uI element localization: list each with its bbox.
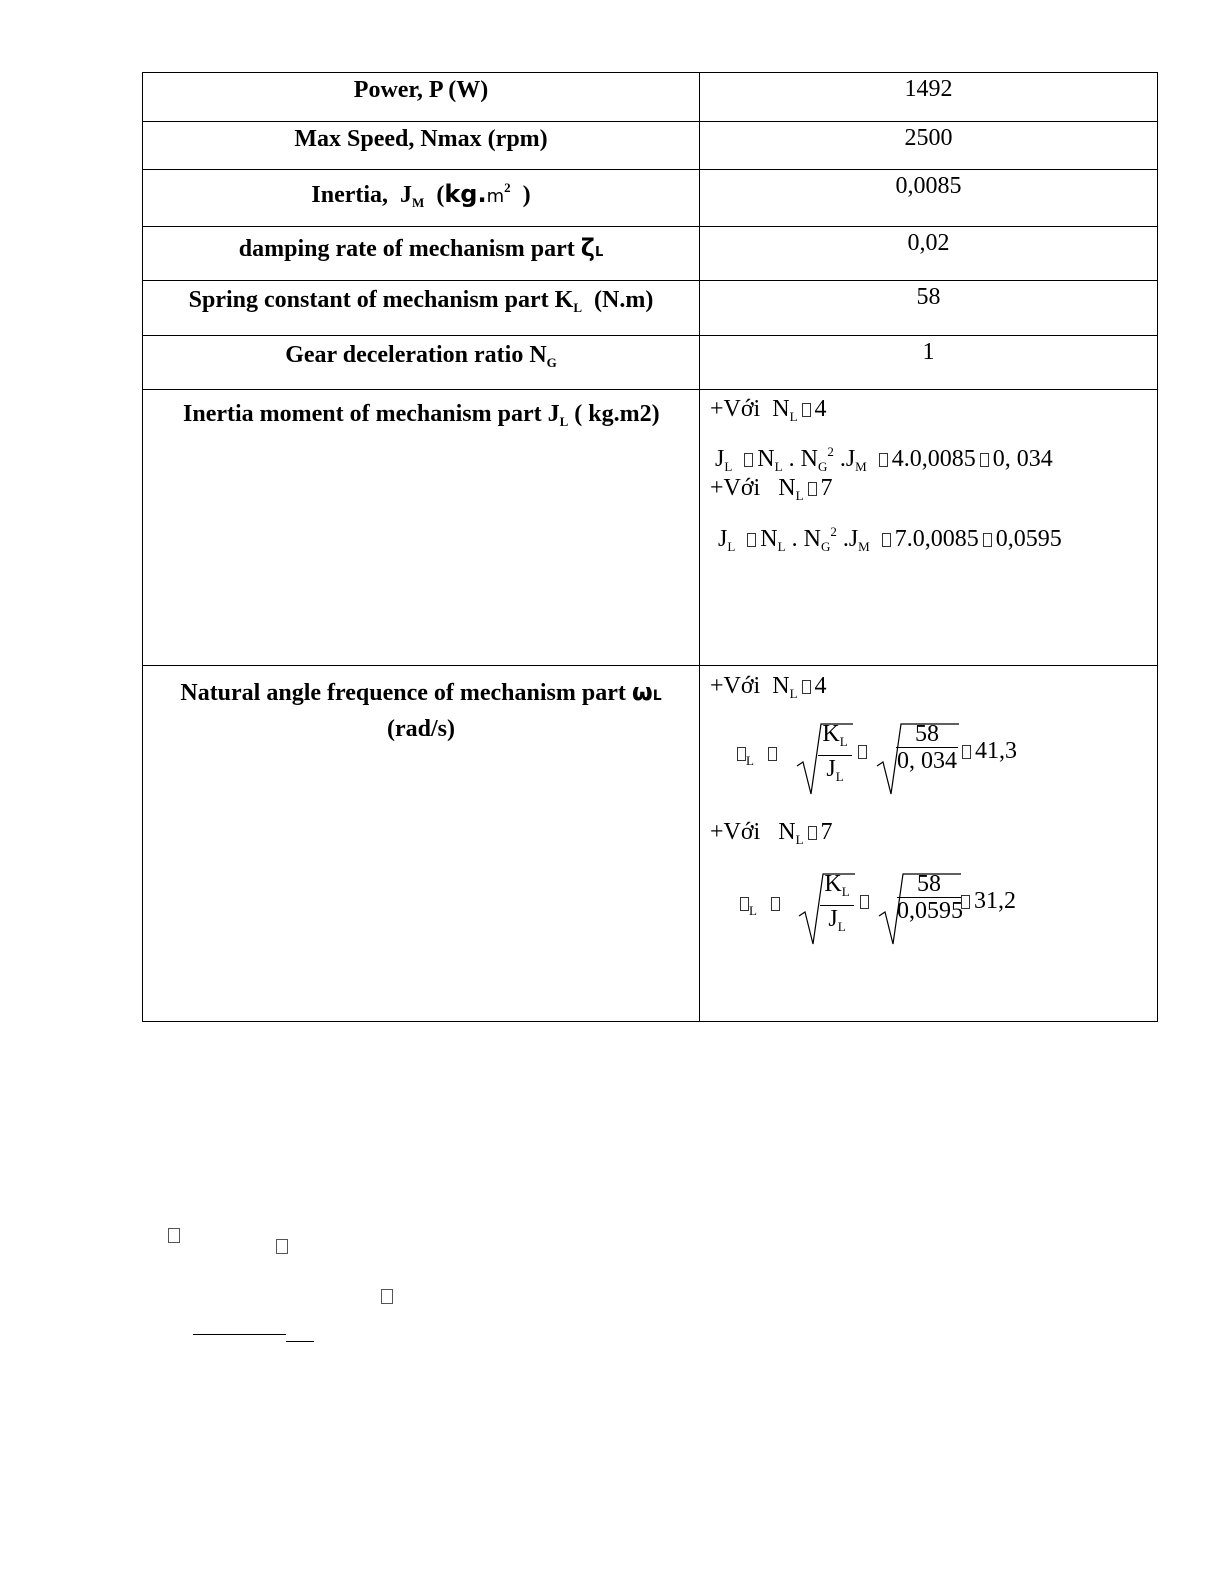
value-text: 1492 [904,76,953,102]
value-cell [700,170,1158,227]
zeta-symbol: ζ [580,234,595,262]
missing-glyph-icon [808,482,817,496]
unit-kg: kg. [444,180,487,208]
label-cell [143,227,700,281]
label-unit: (rad/s) [387,716,455,742]
missing-glyph-icon [860,895,869,909]
condition-symbol: N [778,475,796,501]
missing-glyph-icon [381,1289,393,1304]
label-text [143,170,699,211]
formula-jm: .J [839,446,856,472]
j-symbol: J [826,756,836,782]
missing-glyph-icon [858,745,867,759]
formula-line [718,524,1062,555]
unit-sup: 2 [504,180,511,195]
value-text: 58 [916,284,941,310]
value-cell [700,73,1158,122]
table-row [143,170,1158,227]
formula-mid: 4.0,0085 [891,446,976,472]
omega-sub: L [746,753,754,768]
label-cell [143,336,700,390]
formula-ng-sup: 2 [827,444,834,459]
value-cell [700,227,1158,281]
condition-symbol: N [772,396,790,422]
formula-jm-sub: M [855,459,867,474]
j-sub: L [837,919,846,934]
underline-rule [286,1341,314,1342]
formula-ng-sub: G [817,459,828,474]
condition-line [710,673,827,702]
label-subscript: L [559,414,569,429]
label-cell [143,666,700,1022]
inertia-formulas [700,390,1157,665]
table-row [143,390,1158,666]
missing-glyph-icon [983,533,992,547]
missing-glyph-icon [808,826,817,840]
omega-glyph-icon [740,897,749,911]
formula-nl-sub: L [777,539,786,554]
omega-glyph-icon [737,747,746,761]
missing-glyph-icon [802,680,811,694]
omega-label [737,740,781,769]
fraction-values [896,721,958,774]
condition-line [710,819,833,848]
fraction-k-over-j [820,871,854,940]
label-symbol: J [400,182,413,208]
k-sub: L [839,734,848,749]
formula-result: 31,2 [974,888,1016,914]
table-row [143,281,1158,336]
table-row [143,336,1158,390]
omega-subscript: L [652,688,662,704]
label-text [143,227,699,263]
result-line [957,888,1016,915]
table-row [143,227,1158,281]
fraction-values [897,871,961,924]
formula-result: 0, 034 [992,446,1053,472]
missing-glyph-icon [744,453,753,467]
formula-ng-sup: 2 [830,524,837,539]
label-text [143,281,699,316]
unit-m: m [486,186,505,207]
label-main: Gear deceleration ratio [285,342,524,368]
j-symbol: J [828,906,838,932]
label-text [143,336,699,371]
omega-label [740,890,784,919]
label-text: Power, P (W) [353,77,489,103]
condition-symbol: N [778,819,796,845]
label-main: Natural angle frequence of mechanism part [180,680,626,706]
value-text: 1 [922,339,935,365]
missing-glyph-icon [802,403,811,417]
missing-glyph-icon [882,533,891,547]
missing-glyph-icon [276,1239,288,1254]
condition-label: +Với [710,396,761,422]
j-sub: L [835,769,844,784]
k-symbol: K [822,721,840,747]
formula-jl-sub: L [727,539,736,554]
formula-nl: N [760,526,778,552]
label-cell [143,122,700,170]
fraction-denominator: 0, 034 [897,748,957,774]
formula-result: 41,3 [975,738,1017,764]
formula-cell [700,390,1158,666]
missing-glyph-icon [879,453,888,467]
condition-symbol: N [772,673,790,699]
condition-value: 7 [820,475,833,501]
label-prefix: Inertia, [311,182,389,208]
label-text [143,390,699,430]
missing-glyph-icon [747,533,756,547]
label-main: damping rate of mechanism part [238,236,575,262]
formula-cell [700,666,1158,1022]
fraction-numerator: 58 [896,721,958,748]
formula-jl-sub: L [724,459,733,474]
formula-jm: .J [842,526,859,552]
label-text [143,666,699,746]
omega-symbol: ω [631,678,653,706]
condition-subscript: L [789,409,798,424]
fraction-numerator: 58 [897,871,961,898]
formula-jm-sub: M [858,539,870,554]
fraction-k-over-j [818,721,852,790]
label-main: Spring constant of mechanism part [188,287,549,313]
table-row [143,122,1158,170]
condition-label: +Với [710,819,761,845]
condition-value: 7 [820,819,833,845]
label-subscript: G [546,355,557,370]
fraction-denominator [818,756,852,790]
omega-sub: L [749,903,757,918]
condition-subscript: L [795,488,804,503]
value-text: 0,0085 [895,173,962,199]
missing-glyph-icon [961,895,970,909]
formula-ng: . N [788,446,818,472]
condition-label: +Với [710,673,761,699]
formula-ng-sub: G [820,539,831,554]
condition-line [710,475,833,504]
formula-nl-sub: L [774,459,783,474]
value-cell [700,122,1158,170]
unit-open: ( [436,182,445,208]
label-cell [143,170,700,227]
value-cell [700,336,1158,390]
k-symbol: K [824,871,842,897]
label-text: Max Speed, Nmax (rpm) [294,126,548,152]
label-unit: (N.m) [594,287,654,313]
formula-mid: 7.0,0085 [894,526,979,552]
label-symbol: J [547,401,560,427]
label-cell [143,390,700,666]
fraction-denominator [820,906,854,940]
fraction-numerator [818,721,852,756]
formula-nl: N [757,446,775,472]
table-row [143,73,1158,122]
fraction-denominator: 0,0595 [897,898,963,924]
zeta-subscript: L [594,245,604,260]
value-text: 2500 [904,125,953,151]
formula-ng: . N [791,526,821,552]
fraction-numerator [820,871,854,906]
result-line [958,738,1017,765]
value-cell [700,281,1158,336]
underline-rule [193,1334,286,1335]
unit-close: ) [522,182,531,208]
missing-glyph-icon [962,745,971,759]
value-text: 0,02 [907,230,950,256]
missing-glyph-icon [768,747,777,761]
table-row [143,666,1158,1022]
condition-subscript: L [795,832,804,847]
formula-result: 0,0595 [995,526,1062,552]
formula-jl: J [718,526,728,552]
formula-line [715,444,1053,475]
k-sub: L [841,884,850,899]
frequency-formulas [700,666,1157,1021]
label-cell [143,281,700,336]
label-symbol: N [529,342,547,368]
label-cell [143,73,700,122]
formula-jl: J [715,446,725,472]
condition-subscript: L [789,686,798,701]
label-main: Inertia moment of mechanism part [183,401,542,427]
label-subscript: M [412,195,425,210]
condition-label: +Với [710,475,761,501]
missing-glyph-icon [980,453,989,467]
label-symbol: K [554,287,574,313]
label-unit: ( kg.m2) [574,401,660,427]
condition-line [710,396,827,425]
label-subscript: L [573,300,583,315]
missing-glyph-icon [771,897,780,911]
condition-value: 4 [814,673,827,699]
condition-value: 4 [814,396,827,422]
missing-glyph-icon [168,1228,180,1243]
parameter-table [142,72,1158,1022]
